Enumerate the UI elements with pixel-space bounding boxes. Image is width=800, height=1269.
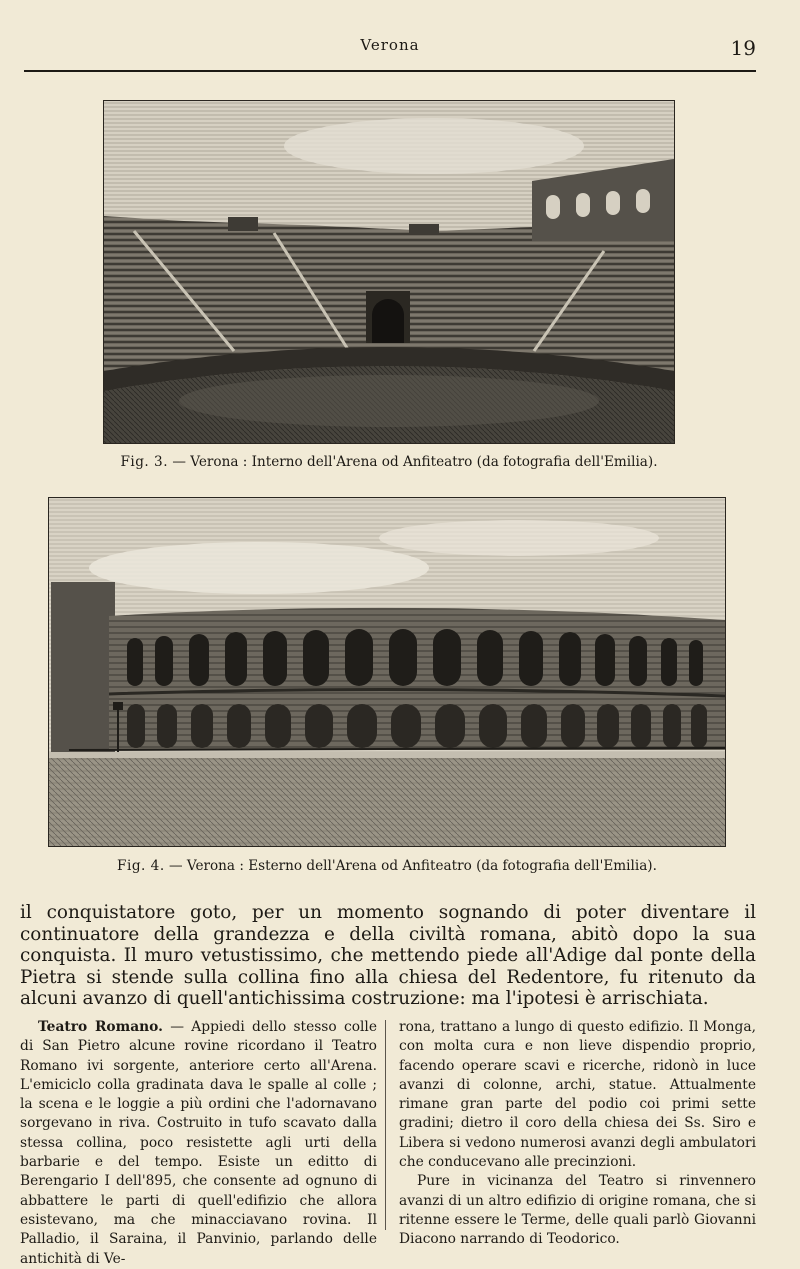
figure-3-caption (93, 454, 685, 470)
left-column (20, 1018, 377, 1269)
arena-interior-engraving (103, 100, 675, 444)
figure-4-caption-text: — Verona : Esterno dell'Arena od Anfiteatro (da fotografia dell'Emilia). (168, 858, 657, 874)
page-number: 19 (730, 36, 756, 60)
two-column-body (20, 1018, 756, 1269)
right-column (399, 1018, 756, 1269)
right-column-paragraph-2: Pure in vicinanza del Teatro si rinvennero avanzi di un altro edifizio di origine romana, che si ritenne essere le Terme, delle quali parlò Giovanni Diacono narrando di Teodorico. (399, 1173, 756, 1248)
figure-arena-interior (103, 100, 675, 470)
figure-arena-exterior (48, 497, 726, 874)
column-divider (385, 1020, 386, 1230)
right-column-paragraph-1: rona, trattano a lungo di questo edifizio. Il Monga, con molta cura e non lieve dispendio proprio, facendo operare scavi e ricerche, ridonò in luce avanzi di colonne, archi, statue. Attualmente rimane gran parte del podio coi primi sette gradini; dietro il coro della chiesa dei Ss. Siro e Libera si vedono numerosi avanzi degli ambulatori che conducevano alle precinzioni. (399, 1019, 756, 1171)
running-head (24, 30, 756, 72)
lead-paragraph-text: il conquistatore goto, per un momento sognando di poter diventare il continuatore della grandezza e della civiltà romana, abitò dopo la sua conquista. Il muro vetustissimo, che mettendo piede all'Adige dal ponte della Pietra si stende sulla collina fino alla chiesa del Redentore, fu ritenuto da alcuni avanzo di quell'antichissima costruzione: ma l'ipotesi è arrischiata. (20, 902, 756, 1009)
figure-4-caption (48, 858, 726, 874)
arena-exterior-engraving (48, 497, 726, 847)
teatro-romano-text: — Appiedi dello stesso colle di San Pietro alcune rovine ricordano il Teatro Romano ivi sorgente, anteriore certo all'Arena. L'emiciclo colla gradinata dava le spalle al colle ; la scena e le loggie a più ordini che l'adornavano sorgevano in riva. Costruito in tufo scavato dalla stessa collina, poco resistette agli urti della barbarie e del tempo. Esiste un editto di Berengario I dell'895, che consente ad ognuno di abbattere le parti di quell'edifizio che allora esistevano, ma che minacciavano rovina. Il Palladio, il Saraina, il Panvinio, parlando delle antichità di Ve- (20, 1019, 377, 1267)
teatro-romano-paragraph (20, 1018, 377, 1269)
figure-4-label: Fig. 4. (117, 858, 165, 874)
running-head-title: Verona (360, 36, 420, 54)
lead-paragraph (20, 902, 756, 1010)
section-heading-teatro-romano: Teatro Romano. (38, 1019, 163, 1035)
figure-3-label: Fig. 3. (120, 454, 169, 470)
figure-3-caption-text: — Verona : Interno dell'Arena od Anfiteatro (da fotografia dell'Emilia). (172, 454, 658, 470)
